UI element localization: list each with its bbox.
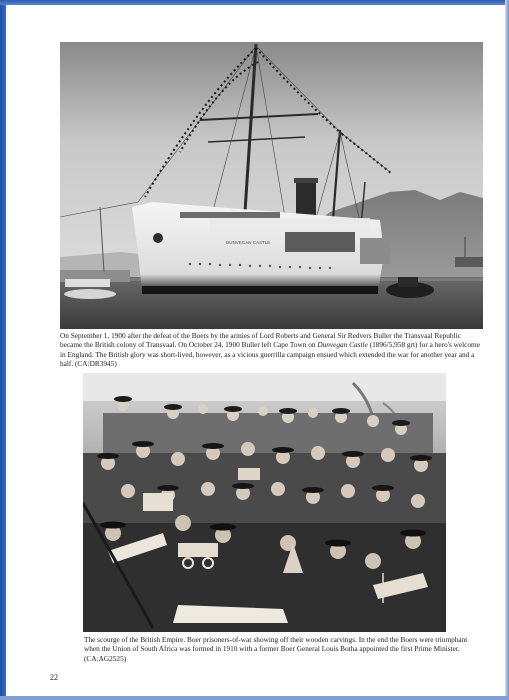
page-edge-right xyxy=(505,0,509,700)
caption-ship-text-1: On September 1, 1900 after the defeat of the Boers by the armies of Lord Roberts and General Sir Redvers Buller the Transvaal Republic became the British colony of Transvaal. On October 24, 1900 Buller left Cape Town on xyxy=(60,331,461,350)
caption-ship xyxy=(60,331,484,369)
ship-hull-name: DUNVEGAN CASTLE xyxy=(226,240,271,245)
ship-photo-graphic xyxy=(60,42,483,329)
carving-wagon xyxy=(178,543,218,557)
ship-deckhouse xyxy=(285,232,355,252)
rowboat xyxy=(64,289,116,299)
page-number: 22 xyxy=(50,673,58,682)
page-binding-edge-top xyxy=(0,0,509,5)
caption-ship-name: Dunvegan Castle xyxy=(317,340,368,350)
photo-ship xyxy=(60,42,483,329)
page-binding-edge-left xyxy=(0,0,6,700)
canopy xyxy=(83,373,446,401)
photo-prisoners xyxy=(83,373,446,632)
page-edge-bottom xyxy=(0,696,509,700)
crowd-of-prisoners xyxy=(83,396,446,632)
caption-ship-text-2: (1896/5,958 grt) for a hero's welcome in England. The British glory was short-lived, however, as a vicious guerrilla campaign ensued which extended the war for another year and a half. (CA:DR3945) xyxy=(60,340,480,369)
deck-crowd xyxy=(180,212,280,218)
ship-crest xyxy=(153,233,163,243)
prisoners-photo-graphic xyxy=(83,373,446,632)
caption-prisoners: The scourge of the British Empire. Boer prisoners-of-war showing off their wooden carvings. In the end the Boers were triumphant when the Union of South Africa was formed in 1910 with a former Boer General Louis Botha appointed the first Prime Minister. (CA:AG2525) xyxy=(84,635,468,663)
